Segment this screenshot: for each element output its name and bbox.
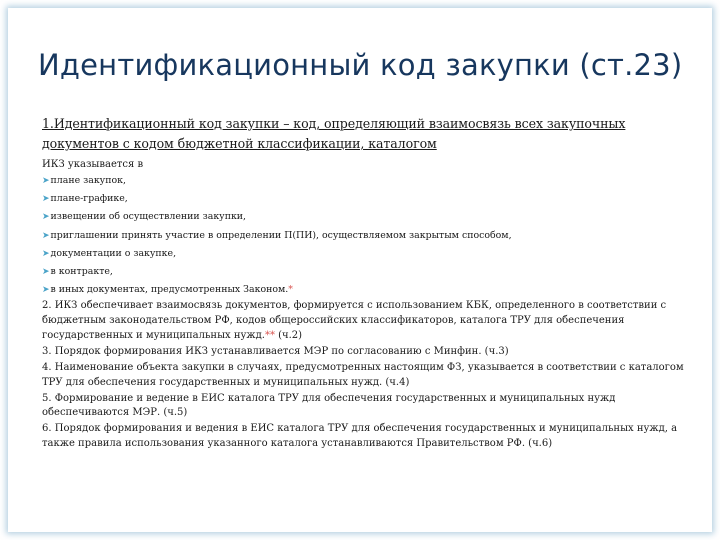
list-item: ➤извещении об осуществлении закупки, [42, 211, 247, 223]
arrow-bullet-icon: ➤ [42, 267, 50, 278]
arrow-bullet-icon: ➤ [42, 194, 50, 205]
footnote-mark: * [288, 284, 293, 296]
footnote-mark: ** [264, 329, 275, 341]
list-item: ➤приглашении принять участие в определении П(ПИ), осуществляемом закрытым способом, [42, 229, 512, 241]
intro-line: ИКЗ указывается в [42, 159, 144, 170]
slide [8, 8, 712, 532]
paragraph-4: 4. Наименование объекта закупки в случаях, предусмотренных настоящим ФЗ, указывается в соответствии с каталогом ТРУ для обеспечения государственных и муниципальных нужд. (ч.4) [42, 361, 684, 388]
arrow-bullet-icon: ➤ [42, 248, 50, 259]
lead-definition: 1.Идентификационный код закупки – код, определяющий взаимосвязь всех закупочных документов с кодом бюджетной классификации, каталогом [42, 116, 626, 151]
list-item: ➤в иных документах, предусмотренных Законом.* [42, 284, 293, 296]
paragraph-5: 5. Формирование и ведение в ЕИС каталога ТРУ для обеспечения государственных и муниципальных нужд обеспечиваются МЭР. (ч.5) [42, 392, 616, 419]
arrow-bullet-icon: ➤ [42, 212, 50, 223]
list-item: ➤плане-графике, [42, 193, 128, 205]
paragraph-3: 3. Порядок формирования ИКЗ устанавливается МЭР по согласованию с Минфин. (ч.3) [42, 345, 509, 357]
paragraph-6: 6. Порядок формирования и ведения в ЕИС каталога ТРУ для обеспечения государственных и муниципальных нужд, а также правила использования указанного каталога устанавливаются Правительством РФ. (ч.6) [42, 423, 678, 449]
slide-content [42, 114, 702, 453]
paragraph-2: 2. ИКЗ обеспечивает взаимосвязь документов, формируется с использованием КБК, определенного в соответствии с бюджетным законодательством РФ, кодов общероссийских классификаторов, каталога ТРУ для обеспечения государственных и муниципальных нужд.** (ч.2) [42, 300, 667, 341]
list-item: ➤документации о закупке, [42, 247, 177, 259]
list-item: ➤плане закупок, [42, 175, 126, 186]
document-list [42, 172, 702, 299]
list-item: ➤в контракте, [42, 266, 113, 278]
arrow-bullet-icon: ➤ [42, 176, 50, 186]
arrow-bullet-icon: ➤ [42, 285, 50, 296]
arrow-bullet-icon: ➤ [42, 230, 50, 241]
slide-title: Идентификационный код закупки (ст.23) [38, 48, 683, 82]
